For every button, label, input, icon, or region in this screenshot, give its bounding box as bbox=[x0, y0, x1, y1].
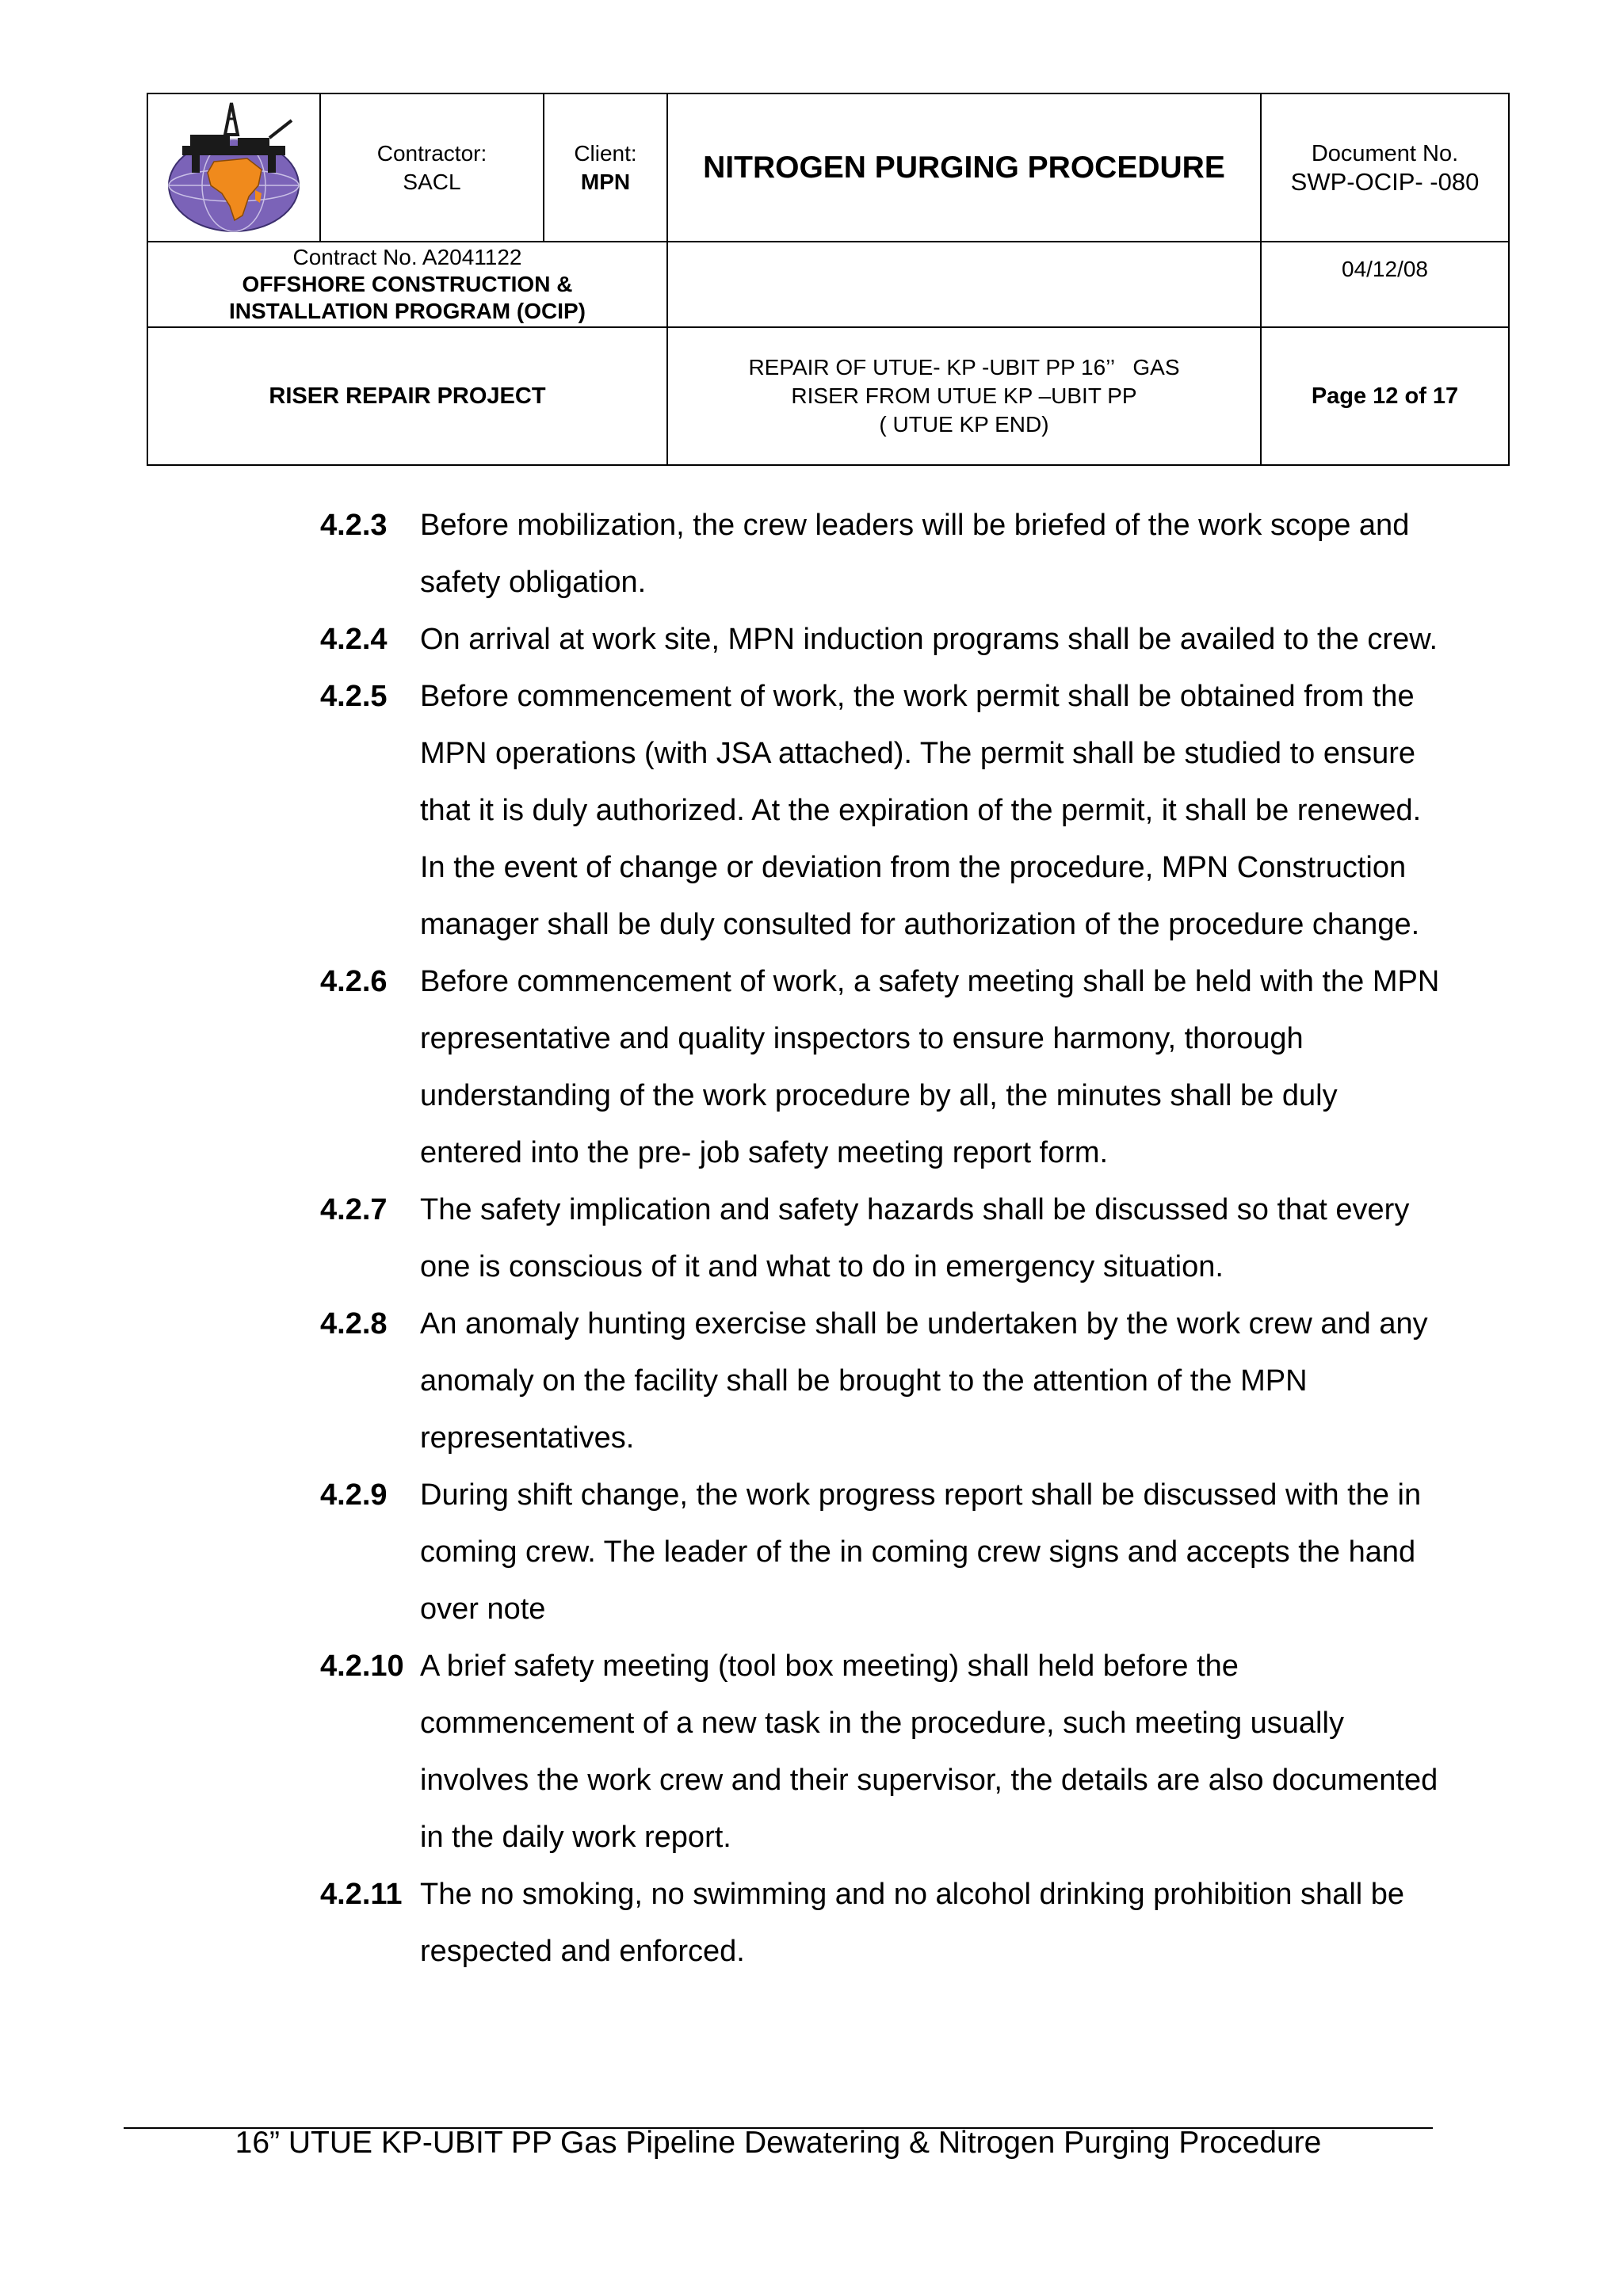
scope-line-1: REPAIR OF UTUE- KP -UBIT PP 16’’ GAS bbox=[748, 355, 1180, 379]
document-number-value: SWP-OCIP- -080 bbox=[1290, 167, 1480, 196]
item-number: 4.2.6 bbox=[320, 965, 388, 998]
item-text: A brief safety meeting (tool box meeting) shall held before the commencement of a new task in the procedure, such meeting usually involves the work crew and their supervisor, the details are also documented in the daily work report. bbox=[420, 1650, 1438, 1854]
item-number: 4.2.11 bbox=[320, 1878, 403, 1911]
procedure-item bbox=[320, 1866, 1445, 1980]
project-name: RISER REPAIR PROJECT bbox=[147, 327, 667, 465]
item-number: 4.2.9 bbox=[320, 1478, 388, 1512]
sacl-globe-rig-logo-icon bbox=[158, 97, 309, 239]
contract-cell bbox=[147, 242, 667, 327]
item-text: Before mobilization, the crew leaders will be briefed of the work scope and safety obligation. bbox=[420, 509, 1410, 599]
client-value: MPN bbox=[580, 169, 631, 194]
document-title: NITROGEN PURGING PROCEDURE bbox=[667, 93, 1261, 242]
contractor-label: Contractor: bbox=[376, 140, 487, 166]
item-text: On arrival at work site, MPN induction programs shall be availed to the crew. bbox=[420, 623, 1438, 656]
item-text: Before commencement of work, a safety meeting shall be held with the MPN representative and quality inspectors to ensure harmony, thorough understanding of the work procedure by all, the minutes shall be duly entered into the pre- job safety meeting report form. bbox=[420, 965, 1440, 1169]
scope-line-3: ( UTUE KP END) bbox=[879, 412, 1049, 437]
scope-line-2: RISER FROM UTUE KP –UBIT PP bbox=[791, 383, 1137, 408]
document-header-table bbox=[147, 93, 1510, 466]
blank-cell bbox=[667, 242, 1261, 327]
item-number: 4.2.3 bbox=[320, 509, 388, 542]
procedure-item bbox=[320, 1295, 1445, 1466]
procedure-item bbox=[320, 668, 1445, 953]
item-number: 4.2.5 bbox=[320, 680, 388, 713]
footer-text: 16” UTUE KP-UBIT PP Gas Pipeline Dewatering & Nitrogen Purging Procedure bbox=[235, 2126, 1322, 2160]
item-number: 4.2.4 bbox=[320, 623, 388, 656]
item-text: An anomaly hunting exercise shall be undertaken by the work crew and any anomaly on the facility shall be brought to the attention of the MPN representatives. bbox=[420, 1307, 1428, 1455]
document-date: 04/12/08 bbox=[1261, 242, 1509, 327]
contractor-value: SACL bbox=[403, 169, 461, 194]
item-number: 4.2.10 bbox=[320, 1650, 404, 1683]
page-number: Page 12 of 17 bbox=[1261, 327, 1509, 465]
procedure-item-list bbox=[320, 497, 1445, 1980]
logo-cell bbox=[147, 93, 320, 242]
procedure-item bbox=[320, 1181, 1445, 1295]
contract-number: Contract No. A2041122 bbox=[292, 245, 522, 269]
procedure-item bbox=[320, 1638, 1445, 1866]
scope-cell bbox=[667, 327, 1261, 465]
contractor-cell bbox=[320, 93, 544, 242]
item-text: Before commencement of work, the work permit shall be obtained from the MPN operations (with JSA attached). The permit shall be studied to ensure that it is duly authorized. At the expiration of the permit, it shall be renewed. In the event of change or deviation from the procedure, MPN Construction manager shall be duly consulted for authorization of the procedure change. bbox=[420, 680, 1422, 941]
item-text: The no smoking, no swimming and no alcohol drinking prohibition shall be respected and enforced. bbox=[420, 1878, 1405, 1968]
procedure-item bbox=[320, 953, 1445, 1181]
procedure-item bbox=[320, 611, 1445, 668]
program-line-2: INSTALLATION PROGRAM (OCIP) bbox=[228, 299, 586, 323]
item-number: 4.2.8 bbox=[320, 1307, 388, 1341]
item-number: 4.2.7 bbox=[320, 1193, 388, 1226]
program-line-1: OFFSHORE CONSTRUCTION & bbox=[242, 272, 573, 296]
client-label: Client: bbox=[574, 140, 637, 166]
client-cell bbox=[544, 93, 667, 242]
document-number-cell bbox=[1261, 93, 1509, 242]
document-number-label: Document No. bbox=[1311, 140, 1459, 166]
item-text: The safety implication and safety hazards shall be discussed so that every one is conscious of it and what to do in emergency situation. bbox=[420, 1193, 1410, 1283]
item-text: During shift change, the work progress report shall be discussed with the in coming crew. The leader of the in coming crew signs and accepts the hand over note bbox=[420, 1478, 1422, 1626]
procedure-item bbox=[320, 497, 1445, 611]
procedure-item bbox=[320, 1466, 1445, 1638]
